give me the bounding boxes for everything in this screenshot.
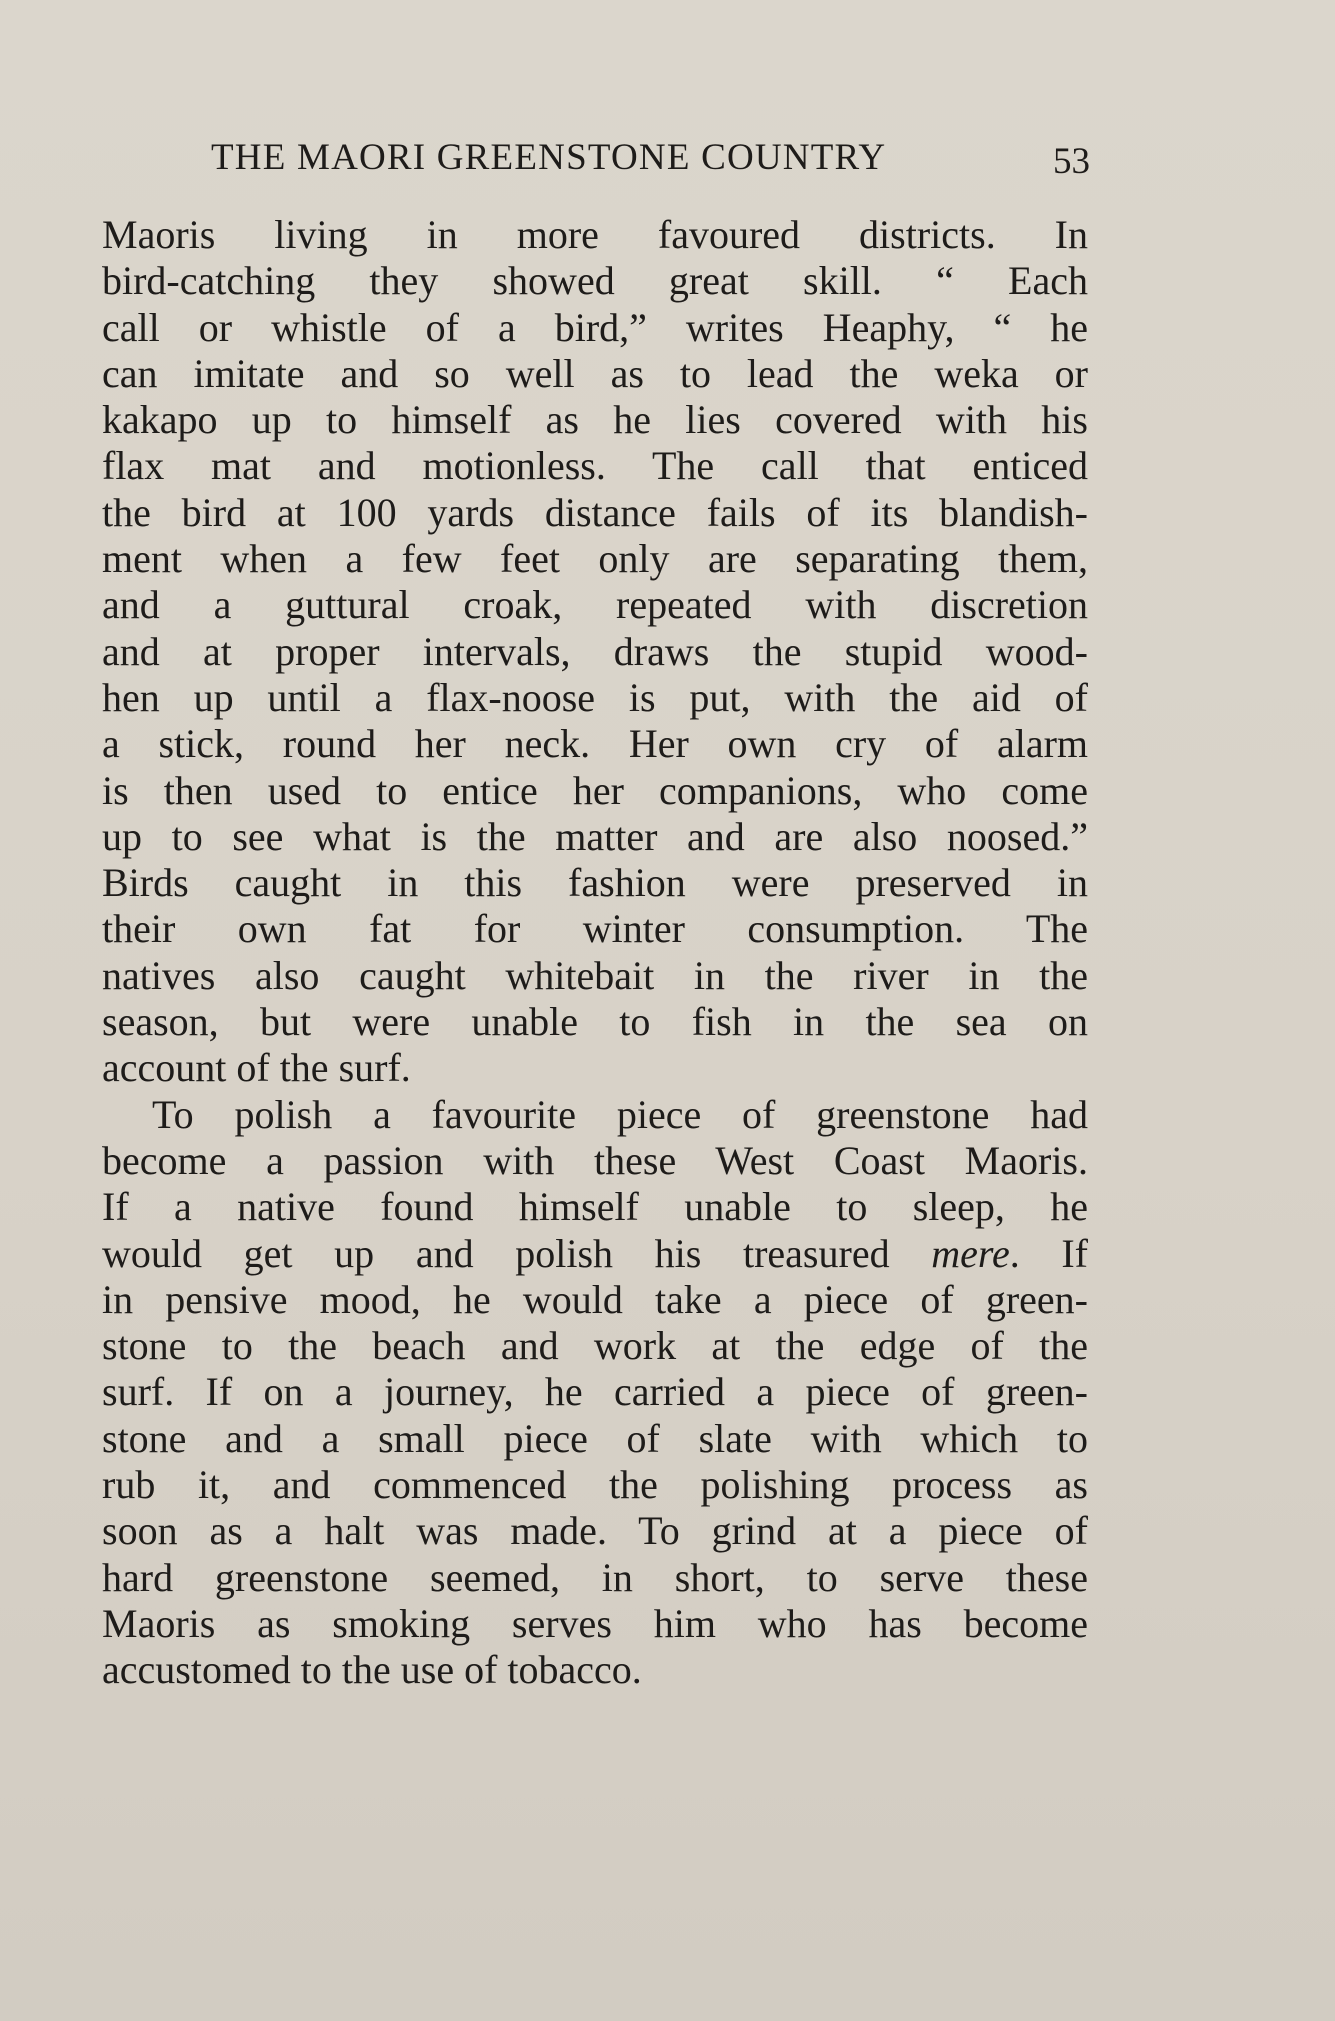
text-line: hard greenstone seemed, in short, to serve these [102,1554,1088,1600]
text-line: If a native found himself unable to sleep, he [102,1184,1088,1230]
text-line: and a guttural croak, repeated with discretion [102,582,1088,628]
text-line: season, but were unable to fish in the sea on [102,999,1088,1045]
text-line: is then used to entice her companions, who come [102,767,1088,813]
text-line-with-italic [102,1231,1088,1277]
italic-word: mere [931,1230,1010,1276]
running-title: THE MAORI GREENSTONE COUNTRY [211,137,887,178]
text-line: in pensive mood, he would take a piece of green- [102,1276,1088,1322]
text-line: soon as a halt was made. To grind at a piece of [102,1508,1088,1554]
text-line: accustomed to the use of tobacco. [102,1647,642,1693]
text-line: Maoris living in more favoured districts. In [102,212,1088,257]
page-number: 53 [1053,141,1090,182]
text-line: their own fat for winter consumption. The [102,906,1088,952]
text-line: Maoris as smoking serves him who has become [102,1600,1088,1646]
text-fragment: . If [1009,1230,1088,1276]
text-line: up to see what is the matter and are also noosed.” [102,813,1088,859]
text-line: rub it, and commenced the polishing process as [102,1462,1088,1508]
running-head [100,136,1090,180]
text-line: bird-catching they showed great skill. “ Each [102,258,1088,304]
text-line: hen up until a flax-noose is put, with the aid of [102,674,1088,720]
text-line: account of the surf. [102,1045,411,1091]
text-line: surf. If on a journey, he carried a piece of green- [102,1369,1088,1415]
text-line: a stick, round her neck. Her own cry of alarm [102,721,1088,767]
text-line: and at proper intervals, draws the stupid wood- [102,628,1088,674]
text-line: To polish a favourite piece of greenstone had [152,1091,1088,1137]
text-line: become a passion with these West Coast Maoris. [102,1137,1088,1183]
text-line: can imitate and so well as to lead the weka or [102,350,1088,396]
body-text [102,212,1088,1694]
text-line: natives also caught whitebait in the river in the [102,952,1088,998]
text-fragment: would get up and polish his treasured [102,1230,932,1276]
text-line: kakapo up to himself as he lies covered with his [102,397,1088,443]
text-line: Birds caught in this fashion were preserved in [102,860,1088,906]
text-line: flax mat and motionless. The call that enticed [102,443,1088,489]
text-line: ment when a few feet only are separating them, [102,536,1088,582]
text-line: stone and a small piece of slate with which to [102,1415,1088,1461]
text-line: stone to the beach and work at the edge of the [102,1323,1088,1369]
text-line: the bird at 100 yards distance fails of its blandish- [102,489,1088,535]
text-line: call or whistle of a bird,” writes Heaphy, “ he [102,304,1088,350]
